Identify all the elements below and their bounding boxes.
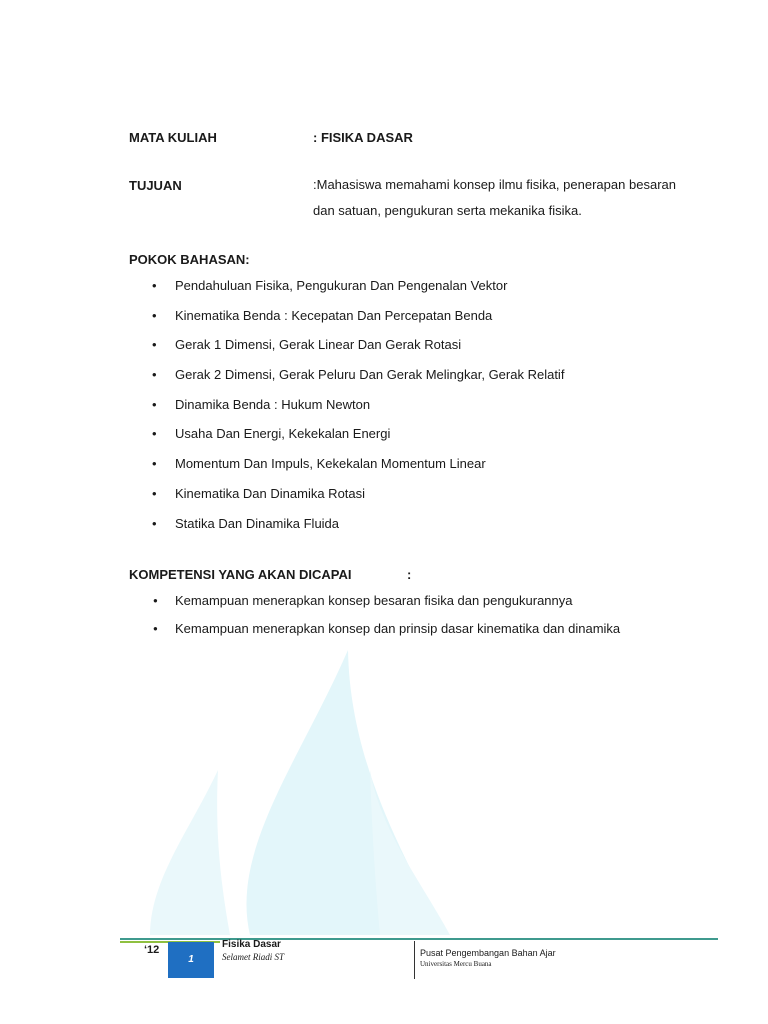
kompetensi-heading: KOMPETENSI YANG AKAN DICAPAI bbox=[129, 567, 352, 582]
list-item: • Gerak 2 Dimensi, Gerak Peluru Dan Gerak Melingkar, Gerak Relatif bbox=[150, 366, 564, 396]
watermark-spire-left bbox=[150, 770, 230, 935]
tujuan-value: :Mahasiswa memahami konsep ilmu fisika, penerapan besaran dan satuan, pengukuran serta mekanika fisika. bbox=[313, 177, 676, 218]
list-item: ● Kemampuan menerapkan konsep besaran fisika dan pengukurannya bbox=[150, 592, 620, 620]
pokok-bahasan-heading: POKOK BAHASAN: bbox=[129, 252, 250, 267]
footer-university: Universitas Mercu Buana bbox=[420, 960, 492, 968]
list-item: • Usaha Dan Energi, Kekekalan Energi bbox=[150, 425, 564, 455]
list-item: • Dinamika Benda : Hukum Newton bbox=[150, 396, 564, 426]
pokok-bahasan-list bbox=[150, 277, 564, 544]
footer-vertical-divider bbox=[414, 941, 415, 979]
list-item: • Kinematika Dan Dinamika Rotasi bbox=[150, 485, 564, 515]
tujuan-label: TUJUAN bbox=[129, 178, 182, 193]
footer-author: Selamet Riadi ST bbox=[222, 952, 284, 962]
kompetensi-colon: : bbox=[407, 567, 412, 582]
list-item: • Momentum Dan Impuls, Kekekalan Momentum Linear bbox=[150, 455, 564, 485]
mata-kuliah-label: MATA KULIAH bbox=[129, 130, 217, 145]
kompetensi-list bbox=[150, 592, 620, 648]
mata-kuliah-value: : FISIKA DASAR bbox=[313, 130, 413, 145]
list-item: • Pendahuluan Fisika, Pengukuran Dan Pengenalan Vektor bbox=[150, 277, 564, 307]
watermark-spire-right bbox=[370, 770, 450, 935]
footer-course: Fisika Dasar bbox=[222, 939, 281, 950]
list-item: ● Kemampuan menerapkan konsep dan prinsip dasar kinematika dan dinamika bbox=[150, 620, 620, 648]
list-item: • Kinematika Benda : Kecepatan Dan Percepatan Benda bbox=[150, 307, 564, 337]
footer-center: Pusat Pengembangan Bahan Ajar bbox=[420, 948, 556, 958]
list-item: • Gerak 1 Dimensi, Gerak Linear Dan Gerak Rotasi bbox=[150, 336, 564, 366]
footer-divider bbox=[120, 938, 718, 940]
list-item: • Statika Dan Dinamika Fluida bbox=[150, 515, 564, 545]
footer-year: ‘12 bbox=[144, 944, 160, 956]
page-number: 1 bbox=[168, 942, 214, 978]
